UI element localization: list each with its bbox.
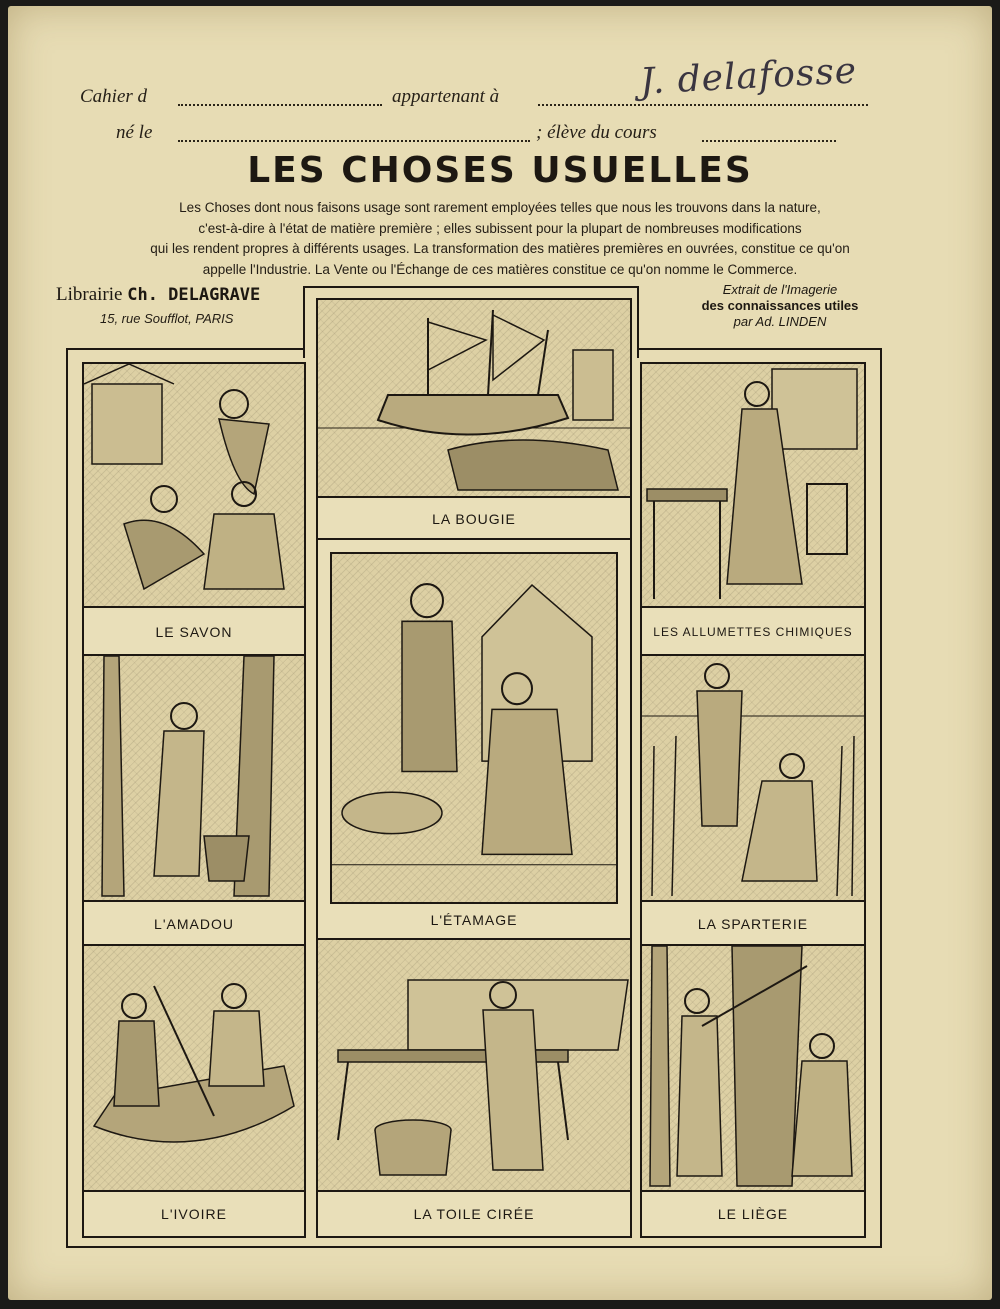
panel-le-savon bbox=[82, 362, 306, 658]
course-field[interactable] bbox=[702, 140, 836, 142]
panel-caption: LA TOILE CIRÉE bbox=[413, 1206, 535, 1222]
panel-caption: L'ÉTAMAGE bbox=[430, 912, 518, 928]
workshop-table-illustration bbox=[318, 940, 630, 1192]
appartenant-label: appartenant à bbox=[392, 86, 500, 107]
cork-harvest-illustration bbox=[642, 946, 864, 1192]
panel-caption: L'IVOIRE bbox=[161, 1206, 227, 1222]
extract-credit bbox=[660, 282, 900, 330]
birthdate-field[interactable] bbox=[178, 140, 530, 142]
panel-la-bougie bbox=[316, 298, 632, 542]
panel-caption: LES ALLUMETTES CHIMIQUES bbox=[653, 625, 853, 639]
page-title: LES CHOSES USUELLES bbox=[247, 150, 753, 191]
panel-caption: LA SPARTERIE bbox=[697, 916, 809, 932]
intro-line: appelle l'Industrie. La Vente ou l'Échange de ces matières constitue ce qu'on nomme le Commerce. bbox=[202, 261, 798, 277]
publisher bbox=[56, 284, 260, 306]
tree-gatherer-illustration bbox=[84, 656, 304, 902]
woman-table-illustration bbox=[642, 364, 864, 608]
panel-la-sparterie bbox=[640, 654, 866, 948]
grass-harvest-illustration bbox=[642, 656, 864, 902]
intro-line: c'est-à-dire à l'état de matière première ; elles subissent pour la plupart de nombreuses modifications bbox=[198, 220, 802, 236]
panel-l-amadou bbox=[82, 654, 306, 948]
publisher-address: 15, rue Soufflot, PARIS bbox=[100, 311, 234, 326]
subject-field[interactable] bbox=[178, 104, 382, 106]
intro-line: Les Choses dont nous faisons usage sont rarement employées telles que nous les trouvons dans la nature, bbox=[179, 200, 821, 215]
ship-illustration bbox=[318, 300, 630, 498]
eleve-label: ; élève du cours bbox=[536, 122, 657, 143]
panel-la-toile-ciree bbox=[316, 938, 632, 1238]
workers-illustration bbox=[84, 364, 304, 608]
panel-caption: LE SAVON bbox=[155, 624, 233, 640]
panel-les-allumettes bbox=[640, 362, 866, 658]
cahier-label: Cahier d bbox=[80, 86, 148, 107]
panel-caption: LA BOUGIE bbox=[432, 511, 516, 527]
owner-signature: J. delafosse bbox=[639, 50, 859, 103]
owner-field[interactable] bbox=[538, 104, 868, 106]
ne-le-label: né le bbox=[116, 122, 153, 143]
extract-line: des connaissances utiles bbox=[701, 298, 859, 313]
publisher-name: Ch. DELAGRAVE bbox=[127, 285, 261, 305]
intro-paragraph bbox=[60, 198, 940, 280]
publisher-prefix: Librairie bbox=[56, 284, 123, 305]
tinsmith-illustration bbox=[330, 552, 618, 904]
extract-line: par Ad. LINDEN bbox=[733, 314, 827, 329]
panel-caption: L'AMADOU bbox=[154, 916, 234, 932]
boat-hunters-illustration bbox=[84, 946, 304, 1192]
panel-le-liege bbox=[640, 944, 866, 1238]
extract-line: Extrait de l'Imagerie bbox=[722, 282, 838, 297]
panel-l-ivoire bbox=[82, 944, 306, 1238]
intro-line: qui les rendent propres à différents usages. La transformation des matières premières en ouvrées, constitue ce qu'on bbox=[150, 241, 850, 256]
panel-caption: LE LIÈGE bbox=[717, 1206, 789, 1222]
panel-l-etamage bbox=[316, 538, 632, 942]
